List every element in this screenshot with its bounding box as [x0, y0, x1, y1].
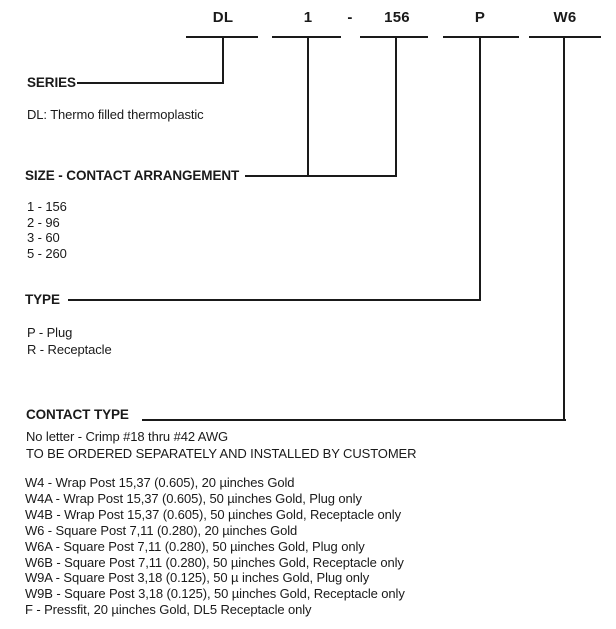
part-segment-type: P	[474, 9, 486, 26]
contact-type-options-list	[25, 475, 405, 618]
contact-type-intro	[26, 428, 416, 462]
size-section-label: SIZE - CONTACT ARRANGEMENT	[25, 168, 240, 183]
contact-type-option: W9A - Square Post 3,18 (0.125), 50 µ inches Gold, Plug only	[25, 570, 370, 586]
connector-vertical-series	[222, 36, 224, 84]
connector-horizontal-contact	[142, 419, 566, 421]
contact-type-option: W6B - Square Post 7,11 (0.280), 50 µinches Gold, Receptacle only	[25, 554, 404, 570]
type-option: P - Plug	[27, 325, 73, 340]
connector-vertical-arrangement	[395, 36, 397, 177]
type-section-label: TYPE	[25, 292, 60, 307]
contact-type-option: W9B - Square Post 3,18 (0.125), 50 µinches Gold, Receptacle only	[25, 586, 405, 602]
type-option: R - Receptacle	[27, 342, 112, 357]
contact-type-option: F - Pressfit, 20 µinches Gold, DL5 Receptacle only	[25, 602, 312, 618]
contact-type-option: W4 - Wrap Post 15,37 (0.605), 20 µinches Gold	[25, 475, 295, 490]
connector-horizontal-type	[68, 299, 481, 301]
size-options-list	[27, 199, 67, 261]
contact-type-option: W4A - Wrap Post 15,37 (0.605), 50 µinches Gold, Plug only	[25, 490, 362, 506]
underline-type-segment	[443, 36, 519, 38]
connector-vertical-contact	[563, 36, 565, 421]
size-option: 3 - 60	[27, 230, 60, 245]
part-segment-series: DL	[212, 9, 234, 26]
part-segment-contact: W6	[553, 9, 577, 26]
underline-contact-segment	[529, 36, 601, 38]
contact-type-option: W4B - Wrap Post 15,37 (0.605), 50 µinches Gold, Receptacle only	[25, 506, 401, 522]
connector-vertical-size	[307, 36, 309, 177]
connector-horizontal-series	[77, 82, 224, 84]
size-option: 1 - 156	[27, 199, 67, 214]
contact-type-option: W6A - Square Post 7,11 (0.280), 50 µinches Gold, Plug only	[25, 538, 365, 554]
contact-type-section-label: CONTACT TYPE	[26, 407, 129, 422]
size-option: 2 - 96	[27, 214, 60, 230]
size-option: 5 - 260	[27, 245, 67, 261]
part-segment-size: 1	[303, 9, 313, 26]
type-options-list	[27, 324, 112, 358]
underline-arrangement-segment	[360, 36, 428, 38]
series-description: DL: Thermo filled thermoplastic	[27, 107, 204, 122]
part-segment-arrangement: 156	[384, 9, 410, 26]
connector-horizontal-size	[245, 175, 397, 177]
contact-type-intro-line: TO BE ORDERED SEPARATELY AND INSTALLED BY CUSTOMER	[26, 446, 417, 461]
contact-type-option: W6 - Square Post 7,11 (0.280), 20 µinches Gold	[25, 522, 298, 538]
series-section-label: SERIES	[27, 75, 76, 90]
contact-type-intro-line: No letter - Crimp #18 thru #42 AWG	[26, 429, 229, 444]
part-segment-dash: -	[347, 9, 353, 26]
connector-vertical-type	[479, 36, 481, 301]
